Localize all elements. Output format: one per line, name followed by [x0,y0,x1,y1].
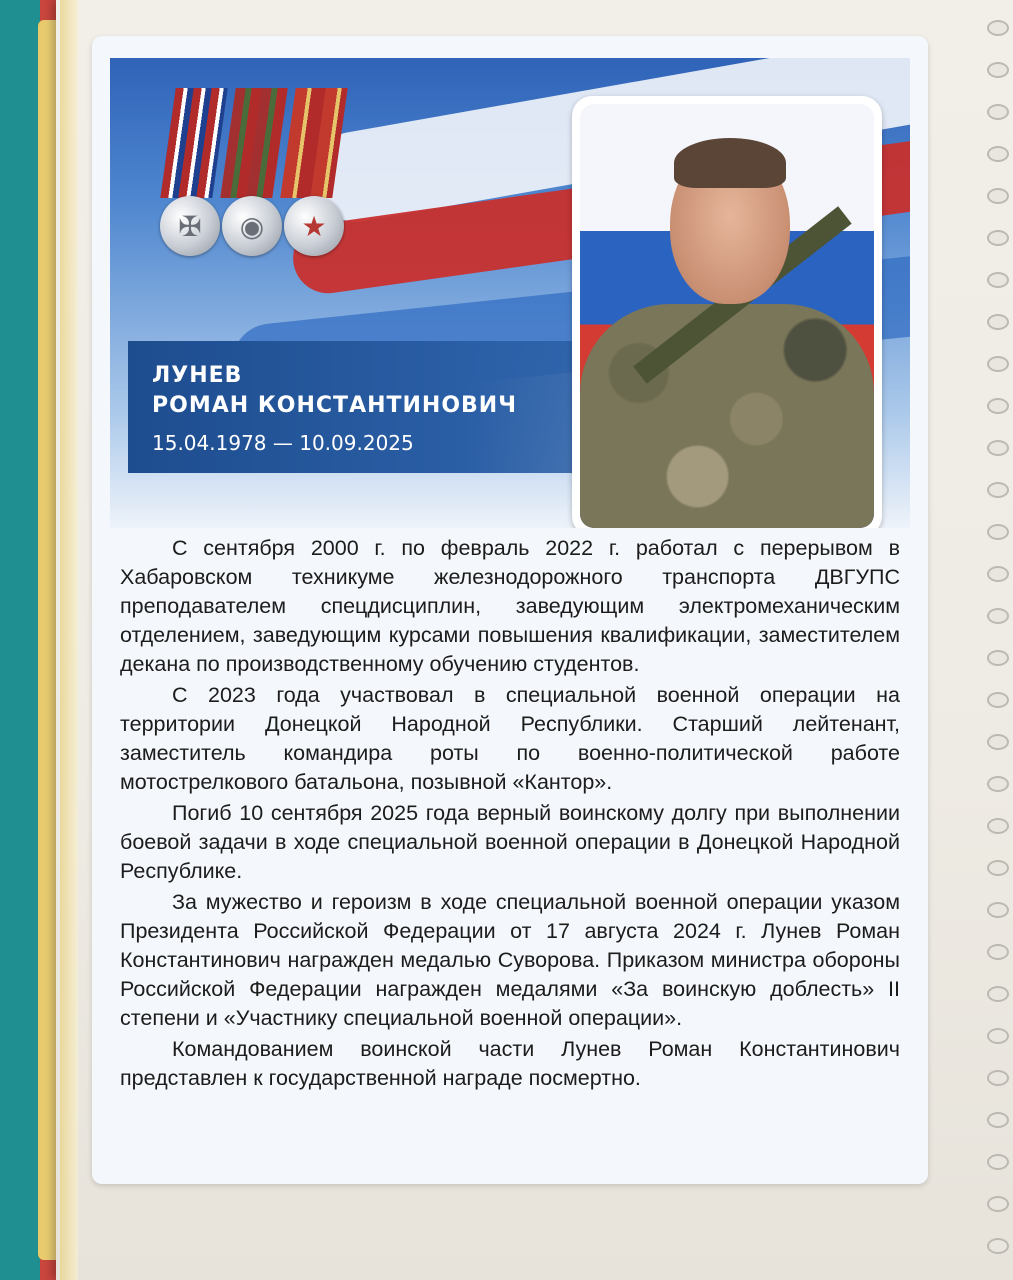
binder-ring-icon [987,1154,1009,1170]
binder-ring-icon [987,734,1009,750]
binder-ring-icon [987,104,1009,120]
person-surname: ЛУНЕВ [152,363,243,388]
binder-ring-icon [987,818,1009,834]
binder-ring-icon [987,566,1009,582]
binder-rings [985,0,1013,1280]
binder-ring-icon [987,692,1009,708]
binder-ring-icon [987,272,1009,288]
binder-ring-icon [987,1112,1009,1128]
portrait-photo [580,104,874,528]
medal-ribbon-2 [220,88,287,198]
binder-ring-icon [987,230,1009,246]
portrait-frame [572,96,882,528]
binder-ring-icon [987,356,1009,372]
header-background [110,58,910,528]
binder-ring-icon [987,650,1009,666]
binder-ring-icon [987,944,1009,960]
binder-ring-icon [987,62,1009,78]
binder-ring-icon [987,776,1009,792]
binder-ring-icon [987,482,1009,498]
memorial-sheet [92,36,928,1184]
binder-ring-icon [987,188,1009,204]
binder-ring-icon [987,20,1009,36]
medal-star-icon: ★ [284,196,344,256]
binder-ring-icon [987,1070,1009,1086]
binder-ring-icon [987,608,1009,624]
portrait-hair [674,138,786,188]
binder-ring-icon [987,398,1009,414]
medal-ribbon-1 [160,88,227,198]
biography-paragraph: Погиб 10 сентября 2025 года верный воинскому долгу при выполнении боевой задачи в ходе специальной военной операции в Донецкой Народной Республике. [120,801,900,883]
binder-ring-icon [987,146,1009,162]
binder-ring-icon [987,902,1009,918]
portrait-uniform [580,304,874,528]
binder-ring-icon [987,440,1009,456]
biography-paragraph: За мужество и героизм в ходе специальной военной операции указом Президента Российской Федерации от 17 августа 2024 г. Лунев Роман Константинович награжден медалью Суворова. Приказом министра обороны Российской Федерации награжден медалями «За воинскую доблесть» II степени и «Участнику специальной военной операции». [120,890,900,1030]
binder-ring-icon [987,860,1009,876]
biography-text [120,534,900,1095]
medal-ribbon-3 [280,88,347,198]
medals-group [160,88,350,293]
name-band [128,341,576,473]
person-dates: 15.04.1978 — 10.09.2025 [152,431,414,455]
binder-ring-icon [987,1196,1009,1212]
binder-ring-icon [987,524,1009,540]
medal-cross-icon: ✠ [160,196,220,256]
person-given-names: РОМАН КОНСТАНТИНОВИЧ [152,393,517,418]
page-edge-strip [60,0,78,1280]
binder-ring-icon [987,986,1009,1002]
biography-paragraph: С 2023 года участвовал в специальной военной операции на территории Донецкой Народной Республики. Старший лейтенант, заместитель командира роты по военно-политической работе мотострелкового батальона, позывной «Кантор». [120,683,900,794]
medal-portrait-icon: ◉ [222,196,282,256]
binder-ring-icon [987,314,1009,330]
biography-paragraph: Командованием воинской части Лунев Роман Константинович представлен к государственной награде посмертно. [120,1037,900,1090]
binder-ring-icon [987,1238,1009,1254]
biography-paragraph: С сентября 2000 г. по февраль 2022 г. работал с перерывом в Хабаровском техникуме железнодорожного транспорта ДВГУПС преподавателем спецдисциплин, заведующим электромеханическим отделением, заведующим курсами повышения квалификации, заместителем декана по производственному обучению студентов. [120,536,900,676]
binder-ring-icon [987,1028,1009,1044]
